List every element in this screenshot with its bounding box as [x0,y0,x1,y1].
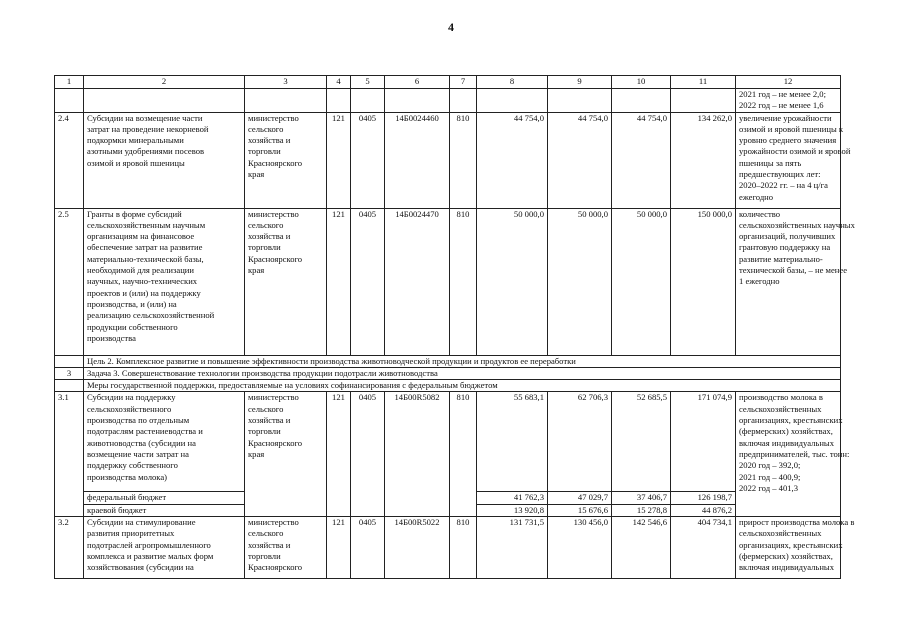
col-header: 5 [351,76,385,89]
amount-2021: 130 456,0 [548,517,612,579]
table-row-3-2 [55,517,841,579]
amount-2020: 131 731,5 [477,517,548,579]
measure-name: Гранты в форме субсидий сельскохозяйственным научным организациям на финансовое обеспечение затрат на развитие материально-технической базы, необходимой для реализации научных, научно-технических проектов и (или) на поддержку производства, и (или) на реализацию сельскохозяйственной продукции собственного производства [84,208,245,355]
amount-2021: 62 706,3 [548,392,612,492]
task-text: Задача 3. Совершенствование технологии производства продукции подотрасли животноводства [84,367,841,379]
table-row-2-5 [55,208,841,355]
page-number: 4 [448,20,454,34]
csr-code: 14Б0024460 [385,112,450,208]
amount-2022: 44 754,0 [612,112,671,208]
result-cell: увеличение урожайности озимой и яровой пшеницы к уровню среднего значения урожайности озимой и яровой пшеницы за пять предшествующих лет: 2020–2022 гг. – на 4 ц/га ежегодно [736,112,841,208]
rzpr-code: 0405 [351,112,385,208]
col-header: 9 [548,76,612,89]
row-number: 3.2 [55,517,84,579]
result-cell: прирост производства молока в сельскохозяйственных организациях, крестьянских (фермерских) хозяйствах, включая индивидуальных [736,517,841,579]
amount-total: 404 734,1 [671,517,736,579]
col-header: 12 [736,76,841,89]
amount-2021: 15 676,6 [548,504,612,516]
grbs-code: 121 [327,208,351,355]
header-row [55,76,841,89]
amount-2021: 50 000,0 [548,208,612,355]
responsible-org: министерство сельского хозяйства и торговли Красноярского [245,517,327,579]
amount-total: 150 000,0 [671,208,736,355]
responsible-org: министерство сельского хозяйства и торговли Красноярского края [245,392,327,517]
amount-2021: 47 029,7 [548,492,612,504]
csr-code: 14Б0024470 [385,208,450,355]
col-header: 7 [450,76,477,89]
grbs-code: 121 [327,112,351,208]
vr-code: 810 [450,517,477,579]
amount-total: 171 074,9 [671,392,736,492]
amount-2020: 13 920,8 [477,504,548,516]
col-header: 8 [477,76,548,89]
result-cell: количество сельскохозяйственных научных организаций, получивших грантовую поддержку на развитие материально- технической базы, – не менее 1 ежегодно [736,208,841,355]
col-header: 2 [84,76,245,89]
measure-name: Субсидии на поддержку сельскохозяйственного производства по отдельным подотраслям растениеводства и животноводства (субсидии на возмещение части затрат на поддержку собственного производства молока) [84,392,245,492]
amount-2020: 50 000,0 [477,208,548,355]
csr-code: 14Б00R5082 [385,392,450,517]
amount-2020: 44 754,0 [477,112,548,208]
grbs-code: 121 [327,517,351,579]
grbs-code: 121 [327,392,351,517]
col-header: 11 [671,76,736,89]
vr-code: 810 [450,392,477,517]
amount-total: 44 876,2 [671,504,736,516]
amount-2022: 52 685,5 [612,392,671,492]
amount-2022: 50 000,0 [612,208,671,355]
table-row-2-4 [55,112,841,208]
col-header: 1 [55,76,84,89]
amount-2020: 41 762,3 [477,492,548,504]
task-row [55,367,841,379]
task-number: 3 [55,367,84,379]
responsible-org: министерство сельского хозяйства и торговли Красноярского края [245,208,327,355]
budget-label: федеральный бюджет [84,492,245,504]
amount-2022: 15 278,8 [612,504,671,516]
budget-table [54,75,855,579]
measure-name: Субсидии на стимулирование развития приоритетных подотраслей агропромышленного комплекса и развитие малых форм хозяйствования (субсидии на [84,517,245,579]
col-header: 4 [327,76,351,89]
rzpr-code: 0405 [351,208,385,355]
amount-total: 134 262,0 [671,112,736,208]
vr-code: 810 [450,112,477,208]
row-number: 2.4 [55,112,84,208]
budget-label: краевой бюджет [84,504,245,516]
csr-code: 14Б00R5022 [385,517,450,579]
amount-2020: 55 683,1 [477,392,548,492]
rzpr-code: 0405 [351,392,385,517]
row-number: 3.1 [55,392,84,517]
responsible-org: министерство сельского хозяйства и торговли Красноярского края [245,112,327,208]
result-cell: производство молока в сельскохозяйственных организациях, крестьянских (фермерских) хозяйствах, включая индивидуальных предпринимателей, тыс. тонн: 2020 год – 392,0; 2021 год – 400,9; 2022 год – 401,3 [736,392,841,517]
result-cell: 2021 год – не менее 2,0; 2022 год – не менее 1,6 [736,89,841,113]
goal-row [55,355,841,367]
measure-name: Субсидии на возмещение части затрат на проведение некорневой подкормки минеральными азотными удобрениями посевов озимой и яровой пшеницы [84,112,245,208]
amount-total: 126 198,7 [671,492,736,504]
measures-text: Меры государственной поддержки, предоставляемые на условиях софинансирования с федеральным бюджетом [84,380,841,392]
amount-2022: 142 546,6 [612,517,671,579]
rzpr-code: 0405 [351,517,385,579]
row-number: 2.5 [55,208,84,355]
amount-2021: 44 754,0 [548,112,612,208]
col-header: 10 [612,76,671,89]
amount-2022: 37 406,7 [612,492,671,504]
table-row-3-1 [55,392,841,492]
goal-text: Цель 2. Комплексное развитие и повышение эффективности производства животноводческой продукции и продуктов ее переработки [84,355,841,367]
col-header: 3 [245,76,327,89]
measures-row [55,380,841,392]
vr-code: 810 [450,208,477,355]
col-header: 6 [385,76,450,89]
continuation-row [55,89,841,113]
